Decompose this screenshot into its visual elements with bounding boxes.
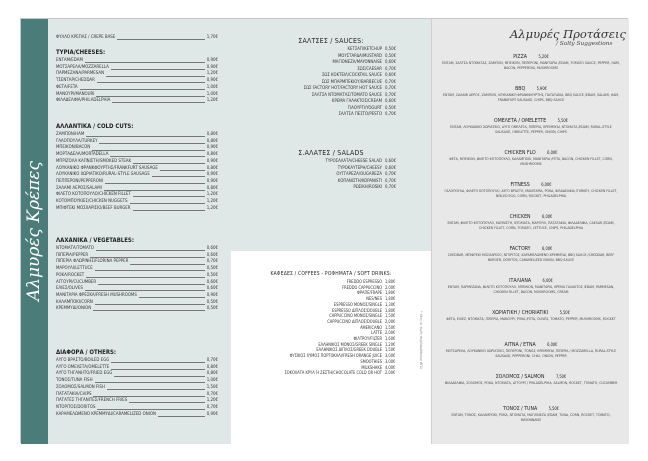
list-item — [56, 358, 218, 365]
item-name: ΦΙΛΕΤΟ ΚΟΤΟΠΟΥΛΟ/CHICKEN FILLET — [56, 192, 131, 198]
item-price: 0,70€ — [206, 259, 218, 265]
list-item — [56, 293, 218, 300]
item-price: 1,80€ — [385, 279, 396, 284]
suggestion-name: BBQ — [515, 86, 526, 92]
item-name: ΠΑΤΑΤΕΣ ΤΗΓΑΝΙΤΕΣ/FRENCH FRIES — [56, 398, 128, 404]
item-name: ΜΑΓΙΟΝΕΖΑ/MAYONNAISE — [332, 60, 382, 65]
item-price: 0,70€ — [385, 79, 397, 85]
list-item — [56, 159, 218, 166]
list-item — [56, 172, 218, 179]
suggestion-price: 6,00€ — [541, 182, 552, 187]
suggestion-item — [432, 309, 630, 322]
suggestion-description: ΕΝΤΑΜ, ΛΟΥΚΑΝΙΚΟ ΧΩΡΙΑΤΙΚΟ, ΑΥΓΟ ΟΜΕΛΕΤΑ, ΠΙΠΕΡΙΑ, ΚΡΕΜΜΥΔΙ, ΝΤΟΜΑΤΑ /EDAM, RURAL-STYLE SAUSAGE, OMELETTE, PEPPER, ONION, CHIPS — [450, 125, 612, 134]
item-name: ΕΛΛΗΝΙΚΟΣ ΔΙΠΛΟΣ/GREEK DOUBLE — [316, 347, 382, 353]
suggestion-price: 6,00€ — [542, 246, 553, 251]
suggestion-price: 5,50€ — [548, 406, 559, 411]
list-item — [56, 58, 218, 65]
item-price: 0,70€ — [206, 391, 218, 397]
item-price: 1,80€ — [385, 296, 396, 302]
item-price: 0,90€ — [206, 145, 218, 151]
item-price: 1,80€ — [385, 307, 396, 313]
suggestion-price: 5,50€ — [557, 118, 568, 123]
suggestion-title — [432, 85, 630, 93]
list-item — [56, 378, 218, 385]
item-name: ΜΑΡΟΥΛΙ/LETTUCE — [56, 266, 93, 272]
item-price: 0,50€ — [206, 306, 218, 312]
item-price: 1,20€ — [385, 341, 396, 347]
item-name: ΣΑΛΤΣΑ ΠΕΣΤΟ/PESTO — [338, 112, 382, 117]
item-name: ESPRESSO ΜΟΝΟΣ/SINGLE — [333, 301, 382, 307]
item-price: 0,70€ — [385, 112, 397, 117]
menu-page — [20, 18, 628, 443]
suggestion-item — [432, 373, 630, 386]
item-price: 0,60€ — [385, 60, 397, 65]
item-name: ΣΩΣ FACTORY HOT/FACTORY HOT SAUCE — [303, 86, 382, 91]
item-price: 0,70€ — [385, 172, 397, 177]
list-item — [56, 385, 218, 392]
item-price: 0,90€ — [206, 411, 218, 417]
suggestion-item — [432, 117, 630, 135]
ingredient-section — [56, 49, 218, 105]
list-item — [56, 398, 218, 405]
item-price: 0,60€ — [385, 159, 397, 164]
list-item — [56, 266, 218, 273]
item-price: 1,30€ — [385, 301, 396, 307]
item-name: ΣΑΛΑΜΙ ΑΕΡΟΣ/SALAMI — [56, 185, 102, 191]
item-price: 1,50€ — [385, 324, 396, 330]
suggestion-name: ΟΜΕΛΕΤΑ / OMELETTE — [494, 118, 547, 124]
item-name: ΝΤΟΡΙΤΟΣ/DORITOS — [56, 404, 96, 410]
item-name: ΚΟΤΟΜΠΟΥΚΙΕΣ/CHICKEN NUGGETS — [56, 199, 128, 205]
item-name: ΜΟΥΣΤΑΡΔΑ/MUSTARD — [337, 53, 382, 59]
suggestion-description: CHEDDAR, ΜΠΙΦΤΕΚΙ ΜΟΣΧΑΡΙΣΙΟ, ΝΤΟΡΙΤΟΣ, ΚΑΡΑΜΕΛΩΜΕΝΟ ΚΡΕΜΜΥΔΙ, BBQ SAUCE /CHEDDAR, BEEF BURGER, DORITOS, CARAMELIZED ONION, BBQ SAUCE — [447, 253, 615, 262]
item-price: 0,90€ — [206, 158, 218, 164]
suggestion-item — [432, 53, 630, 71]
item-price: 0,90€ — [206, 292, 218, 298]
item-name: ΦΡΑΠΕ/FRAPE — [357, 290, 382, 296]
list-item — [56, 286, 218, 293]
item-price: 2,00€ — [385, 370, 396, 376]
item-name: ΛΟΥΚΑΝΙΚΟ ΧΩΡΙΑΤΙΚΟ/RURAL-STYLE SAUSAGE — [56, 172, 150, 178]
item-name: ΑΥΓΟ ΒΡΑΣΤΟ/BOILED EGG — [56, 358, 110, 363]
item-price: 1,50€ — [385, 347, 396, 353]
ingredient-section — [56, 349, 218, 418]
item-price: 1,00€ — [206, 84, 218, 90]
item-name: ΜΟΤΣΑΡΕΛΑ/MOZZARELLA — [56, 64, 109, 70]
item-name: ΜΠΙΦΤΕΚΙ ΜΟΣΧΑΡΙΣΙΟ/BEEF BURGER — [56, 205, 131, 211]
suggestions-subtitle: / Salty Suggestions — [556, 41, 613, 47]
item-name: ΤΣΕΝΤΑΡ/CHEDDAR — [56, 78, 95, 84]
item-name: ESPRESSO ΔΙΠΛΟΣ/DOUBLE — [331, 307, 382, 313]
item-price: 0,70€ — [206, 404, 218, 410]
item-price: 0,60€ — [206, 279, 218, 285]
suggestion-description: ΕΝΤΑΜ, ΤΟΝΟΣ, ΚΑΛΑΜΠΟΚΙ, ΡΟΚΑ, ΝΤΟΜΑΤΑ, ΜΑΓΙΟΝΕΖΑ /EDAM, TUNA, CORN, ROCKET, TOMATO, MAYONNAISE — [451, 413, 611, 422]
item-price: 0,80€ — [206, 138, 218, 144]
suggestion-item — [432, 85, 630, 103]
item-price: 0,80€ — [206, 152, 218, 158]
suggestion-name: ΙΤΑΛΙΑΝΑ — [509, 278, 532, 284]
list-item — [56, 306, 218, 313]
item-name: SMOOTHIES — [360, 358, 382, 364]
item-name: ΚΡΕΜΜΥΔΙ/ONION — [56, 306, 92, 312]
suggestion-description: ΦΕΤΑ, ΕΛΙΕΣ, ΝΤΟΜΑΤΑ, ΠΙΠΕΡΙΑ, ΜΑΝΟΥΡΙ, ΡΟΚΑ /FETA, OLIVES, TOMATO, PEPPER, MUSHROOMS, ROCKET — [446, 317, 616, 321]
item-name: ΑΥΓΟ ΤΗΓΑΝΗΤΟ/FRIED EGG — [56, 371, 113, 377]
list-item — [56, 152, 218, 159]
item-price: 0,90€ — [206, 64, 218, 70]
suggestion-description: ΓΑΛΟΠΟΥΛΑ, ΦΙΛΕΤΟ ΚΟΤΟΠΟΥΛΟ, ΑΥΓΟ ΒΡΑΣΤΟ, ΜΑΝΙΤΑΡΙΑ, ΡΟΚΑ, ΦΙΛΑΔΕΛΦΙΑ /TURKEY, CHICKEN FILLET, BOILED EGG, CORN, ROCKET, PHILADELPHIA — [444, 189, 618, 198]
suggestion-description: ΦΕΤΑ, ΜΠΕΙΚΟΝ, ΦΙΛΕΤΟ ΚΟΤΟΠΟΥΛΟ, ΚΑΛΑΜΠΟΚΙ, ΜΑΝΙΤΑΡΙΑ /FETA, BACON, CHICKEN FILLET, CORN, MUSHROOMS — [449, 157, 613, 166]
drinks-heading: ΚΑΦΕΔΕΣ / COFFEES - ΡΟΦΗΜΑΤΑ / SOFT DRINKS: — [270, 271, 392, 277]
section-heading: ΤΥΡΙΑ/CHEESES: — [56, 49, 106, 56]
item-name: ΡΩΣΙΚΗ/ROSIKI — [353, 185, 382, 190]
sauces-heading: ΣΑΛΤΣΕΣ / SAUCES: — [298, 37, 364, 45]
item-price: 2,00€ — [385, 318, 396, 324]
section-heading: ΔΙΑΦΟΡΑ / OTHERS: — [56, 349, 117, 356]
vat-note: * όλες οι τιμές περιλαμβάνουν ΦΠΑ — [419, 311, 423, 369]
item-price: 0,80€ — [206, 371, 218, 377]
salads-section — [241, 149, 421, 192]
item-name: ΦΙΛΤΡΟΥ/FILTER — [353, 336, 382, 342]
item-price: 1,80€ — [385, 290, 396, 296]
suggestion-description: ΕΝΤΑΜ, ΣΑΛΑΜΙ ΑΕΡΟΣ, ΖΑΜΠΟΝ, ΛΟΥΚΑΝΙΚΟ ΦΡΑΝΚΦΟΥΡΤΗΣ, ΠΑΤΑΤΑΚΙΑ, BBQ SAUCE /EDAM, SALAMI, HAM, FRANKFURT SAUSAGE, CHIPS, BBQ SAUCE — [442, 93, 620, 102]
suggestion-description: ΦΙΛΑΔΕΛΦΙΑ, ΣΟΛΟΜΟΣ, ΡΟΚΑ, ΝΤΟΜΑΤΑ, ΑΓΓΟΥΡΙ / PHILADELPHIA, SALMON, ROCKET, TOMATO, CUCUMBER — [444, 381, 618, 385]
salads-heading: Σ.ΑΛΑΤΕΣ / SALADS — [298, 149, 364, 157]
list-item — [56, 273, 218, 280]
suggestion-title — [432, 309, 630, 317]
item-price: 0,60€ — [385, 165, 397, 171]
drinks-section — [241, 271, 421, 376]
item-name: ΣΩΣ ΜΠΑΡΜΠΕΚΙΟΥ/BARBECUE — [321, 79, 382, 85]
item-name: MILKSHAKE — [361, 364, 382, 370]
item-price: 0,90€ — [206, 78, 218, 84]
list-item — [56, 199, 218, 206]
suggestion-title — [432, 373, 630, 381]
item-name: ΕΝΤΑΜ/EDAM — [56, 58, 83, 63]
strip-title: Αλμυρές Κρέπες — [24, 160, 44, 302]
suggestion-title — [432, 245, 630, 253]
suggestion-price: 5,50€ — [559, 310, 570, 315]
item-name: ΠΑΤΑΤΑΚΙΑ/CHIPS — [56, 391, 92, 397]
list-item — [56, 412, 218, 419]
suggestion-title — [432, 117, 630, 125]
suggestion-name: ΑΙΤΝΑ / ETNA — [504, 342, 536, 348]
suggestion-title — [432, 277, 630, 285]
list-item — [241, 185, 421, 192]
ingredients-column — [48, 19, 231, 444]
item-price: 0,60€ — [385, 73, 397, 78]
item-price: 0,60€ — [206, 246, 218, 251]
list-item — [241, 370, 421, 376]
item-price: 0,80€ — [206, 185, 218, 191]
suggestion-title — [432, 213, 630, 221]
item-price: 0,80€ — [206, 364, 218, 370]
item-name: ΛΟΥΚΑΝΙΚΟ ΦΡΑΝΚΦΟΥΡΤΗΣ/FRANKFURT SAUSAGE — [56, 165, 158, 171]
item-name: ΠΑΡΜΕΖΑΝΑ/PARMESAN — [56, 71, 105, 77]
suggestions-column — [431, 19, 629, 444]
item-name: AMERICANO — [360, 324, 382, 330]
list-item — [56, 405, 218, 412]
item-name: ΝΤΟΜΑΤΑ/TOMATO — [56, 246, 94, 251]
item-price: 4,00€ — [385, 364, 396, 370]
item-price: 3,00€ — [385, 358, 396, 364]
sauces-section — [241, 37, 421, 119]
item-price: 0,70€ — [385, 92, 397, 98]
suggestion-item — [432, 405, 630, 423]
list-item — [56, 206, 218, 213]
list-item — [56, 78, 218, 85]
item-price: 0,50€ — [206, 272, 218, 278]
ingredient-section — [56, 123, 218, 212]
item-price: 0,90€ — [206, 178, 218, 184]
item-name: ΤΥΡΟΣΑΛΑΤΑ/CHEESE SALAD — [325, 159, 382, 164]
item-name: ΣΩΣ ΚΟΚΤΕΙΛ/COCKTAIL SAUCE — [321, 73, 382, 78]
suggestion-name: CHICKEN — [509, 214, 531, 220]
item-name: ΜΠΡΙΖΟΛΑ ΚΑΠΝΙΣΤΗ/SMOKED STEAK — [56, 158, 132, 164]
suggestion-title — [432, 149, 630, 157]
suggestion-title — [432, 405, 630, 413]
suggestion-name: PIZZA — [513, 54, 527, 60]
item-name: ΓΙΑΟΥΡΤΙ/YOGURT — [347, 105, 382, 111]
item-price: 2,00€ — [385, 284, 396, 290]
item-price: 1,20€ — [206, 71, 218, 77]
item-name: FREDDO ESPRESSO — [346, 279, 382, 284]
item-price: 1,00€ — [206, 91, 218, 97]
item-name: ΚΑΛΑΜΠΟΚΙ/CORN — [56, 299, 93, 305]
section-heading: ΑΛΛΑΝΤΙΚΑ / COLD CUTS: — [56, 123, 134, 130]
list-item — [56, 132, 218, 139]
item-name: ΚΑΡΑΜΕΛΩΜΕΝΟ ΚΡΕΜΜΥΔΙ/CARAMELIZED ONION — [56, 411, 156, 417]
suggestion-price: 6,00€ — [547, 150, 558, 155]
suggestion-title — [432, 341, 630, 349]
item-price: 0,80€ — [206, 165, 218, 171]
suggestion-price: 5,20€ — [538, 54, 549, 59]
item-price: 0,70€ — [206, 358, 218, 363]
suggestion-item — [432, 277, 630, 295]
suggestion-name: ΣΟΛΟΜΟΣ / SALMON — [495, 374, 545, 380]
suggestion-item — [432, 245, 630, 263]
item-name: ΠΕΠΠΕΡΟΝΙ/PEPPERONI — [56, 178, 103, 184]
item-name: ΖΑΜΠΟΝ/HAM — [56, 132, 85, 137]
item-name: ΓΑΛΟΠΟΥΛΑ/TURKEY — [56, 138, 98, 144]
item-name: ΚΟΠΑΝΙΣΤΗ/KOPANISTI — [337, 178, 382, 184]
suggestion-price: 5,90€ — [536, 86, 547, 91]
side-strip — [21, 19, 48, 444]
item-price: 1,50€ — [206, 384, 218, 390]
suggestion-price: 6,00€ — [542, 278, 553, 283]
item-name: ΚΡΕΜΑ ΓΑΛΑΚΤΟΣ/CREAM — [331, 99, 382, 104]
item-name: NES/NES — [366, 296, 382, 302]
item-name: ΜΠΕΙΚΟΝ/BACON — [56, 145, 91, 151]
ingredient-section — [56, 237, 218, 313]
item-name: ΠΙΠΕΡΙΑ ΦΛΩΡΙΝΗΣ/FLORINA PEPPER — [56, 259, 129, 265]
item-price: 0,50€ — [385, 47, 397, 52]
list-item: ΦΥΛΛΟ ΚΡΕΠΑΣ / CREPE BASE 1,70€ — [56, 35, 218, 40]
suggestion-name: FITNESS — [510, 182, 530, 188]
suggestion-price: 6,00€ — [547, 342, 558, 347]
item-price: 1,20€ — [206, 192, 218, 198]
suggestion-item — [432, 341, 630, 359]
suggestions-title: Αλμυρές Προτάσεις — [510, 27, 626, 41]
item-name: ΑΓΓΟΥΡΙ/CUCUMBER — [56, 279, 97, 285]
item-price: 0,70€ — [385, 86, 397, 91]
item-name: ΡΟΚΑ/ROCKET — [56, 272, 85, 278]
item-name: ΚΕΤΣΑΠ/KETCHUP — [347, 47, 382, 52]
item-price: 0,70€ — [385, 178, 397, 184]
item-name: ΦΕΤΑ/FETA — [56, 84, 78, 90]
item-name: ΜΑΝΙΤΑΡΙΑ ΦΡΕΣΚΑ/FRESH MUSHROOMS — [56, 292, 137, 298]
suggestion-name: FACTORY — [509, 246, 531, 252]
item-price: 1,20€ — [206, 98, 218, 104]
item-price: 0,70€ — [385, 66, 397, 72]
item-name: ΑΥΓΟ ΟΜΕΛΕΤΑ/OMELETTE — [56, 364, 110, 370]
item-price: 0,50€ — [206, 266, 218, 272]
item-name: FREDDO CAPPUCCINO — [342, 284, 382, 290]
suggestion-title — [432, 181, 630, 189]
item-price: 1,20€ — [206, 398, 218, 404]
item-name: ΦΙΛΑΔΕΛΦΙΑ/PHILADELPHIA — [56, 98, 111, 104]
item-name: ΜΟΡΤΑΔΕΛΑ/MORTADELLA — [56, 152, 109, 158]
item-price: 1,20€ — [206, 199, 218, 205]
suggestion-title — [432, 53, 630, 61]
item-name: ΣΑΛΤΣΑ ΝΤΟΜΑΤΑΣ/TOMATO SAUCE — [311, 92, 382, 98]
section-heading: ΛΑΧΑΝΙΚΑ / VEGETABLES: — [56, 237, 134, 244]
item-name: ΦΥΣΙΚΟΣ ΧΥΜΟΣ ΠΟΡΤΟΚΑΛΙ/FRESH ORANGE JUICE — [289, 353, 382, 359]
suggestion-item — [432, 181, 630, 199]
item-name: ΕΛΙΕΣ/OLIVES — [56, 286, 83, 292]
item-price: 0,90€ — [206, 58, 218, 63]
suggestion-name: CHICKEN FLO — [504, 150, 536, 156]
suggestion-description: ΕΝΤΑΜ, ΣΑΛΤΣΑ ΝΤΟΜΑΤΑΣ, ΖΑΜΠΟΝ, ΜΠΕΙΚΟΝ, ΠΕΠΕΡΟΝΙ, ΜΑΝΙΤΑΡΙΑ /EDAM, TOMATO SAUCE, PEPPER, HAM, BACON, PEPPERONI, MUSHROOMS — [442, 61, 620, 70]
item-price: 0,60€ — [385, 99, 397, 104]
item-name: LATTE — [371, 330, 382, 336]
suggestion-item — [432, 149, 630, 167]
suggestion-description: ΕΝΤΑΜ, ΠΑΡΜΕΖΑΝΑ, ΦΙΛΕΤΟ ΚΟΤΟΠΟΥΛΟ, ΜΠΕΙΚΟΝ, ΜΑΝΙΤΑΡΙΑ, ΚΡΕΜΑ ΓΑΛΑΚΤΟΣ /EDAM, PARMESAN, CHICKEN FILLET, BACON, MUSHROOMS, CREAM — [447, 285, 615, 294]
item-price: 0,50€ — [385, 53, 397, 59]
list-item — [241, 112, 421, 119]
item-name: ΠΙΠΕΡΙΑ/PEPPER — [56, 252, 89, 258]
suggestion-item — [432, 213, 630, 231]
item-price: 0,90€ — [206, 172, 218, 178]
item-price: 0,50€ — [385, 105, 397, 111]
item-price: 0,70€ — [385, 185, 397, 190]
item-name: CAPPUCCINO ΜΟΝΟΣ/SINGLE — [329, 313, 382, 319]
suggestion-price: 7,50€ — [555, 374, 567, 379]
list-item — [56, 98, 218, 105]
item-price: 0,60€ — [206, 286, 218, 292]
item-price: 1,60€ — [385, 336, 396, 342]
item-name: ΣΟΛΟΜΟΣ/SALMON FISH — [56, 384, 105, 390]
suggestion-name: ΤΟΝΟΣ / TUNA — [503, 406, 538, 412]
item-name: ΣΟΚΟΛΑΤΑ ΚΡΥΑ Ή ΖΕΣΤΗ/CHOCOLATE COLD OR HOT — [284, 370, 382, 376]
suggestion-description: ΕΝΤΑΜ, ΦΙΛΕΤΟ ΚΟΤΟΠΟΥΛΟ, ΚΑΠΝΙΣΤΗ, ΝΤΟΜΑΤΑ, ΜΑΡΟΥΛΙ, ΠΑΤΑΤΑΚΙΑ, ΦΙΛΑΔΕΛΦΙΑ, CAESAR /EDAM, CHICKEN FILLET, CORN, TOMATO, LETTUCE, CHIPS, PHILADELPHIA — [447, 221, 615, 230]
item-price: 0,60€ — [206, 252, 218, 258]
item-name: ΜΑΝΟΥΡΙ/MANOURI — [56, 91, 95, 97]
suggestion-price: 6,00€ — [542, 214, 553, 219]
item-price: 0,80€ — [206, 132, 218, 137]
item-name: ΤΥΡΟΚΑΥΤΕΡΗ/CHEESY — [337, 165, 382, 171]
item-price: 1,50€ — [385, 313, 396, 319]
item-price: 0,50€ — [206, 299, 218, 305]
list-item — [56, 246, 218, 253]
item-name: ΤΟΝΟΣ/TUNA FISH — [56, 378, 93, 384]
list-item — [56, 85, 218, 92]
suggestion-description: ΜΟΤΣΑΡΕΛΑ, ΛΟΥΚΑΝΙΚΟ ΧΩΡΙΑΤΙΚΟ, ΠΕΠΕΡΟΝΙ, ΤΟΝΟΣ, ΚΡΕΜΜΥΔΙ, ΠΙΠΕΡΙΑ / MOZZARELLA, RURAL-STYLE SAUSAGE, PEPPERONI, CHILI, ONION, PEPPER — [445, 349, 617, 358]
item-name: ΣΩΣ/CAESAR — [357, 66, 382, 72]
item-price: 2,00€ — [385, 330, 396, 336]
item-price: 1,00€ — [206, 378, 218, 384]
suggestion-name: ΧΩΡΙΑΤΙΚΗ / CHORIATIKI — [492, 310, 549, 316]
item-name: CAPPUCCINO ΔΙΠΛΟΣ/DOUBLE — [327, 318, 382, 324]
crepe-base — [56, 35, 218, 42]
item-price: 3,00€ — [385, 353, 396, 359]
item-name: ΕΛΛΗΝΙΚΟΣ ΜΟΝΟΣ/GREEK SINGLE — [318, 341, 382, 347]
item-price: 1,20€ — [206, 205, 218, 211]
sauces-drinks-column — [231, 19, 431, 444]
list-item — [56, 179, 218, 186]
item-name: ΟΥΓΓΑΡΕΖΑ/OUGAREZA — [336, 172, 382, 177]
